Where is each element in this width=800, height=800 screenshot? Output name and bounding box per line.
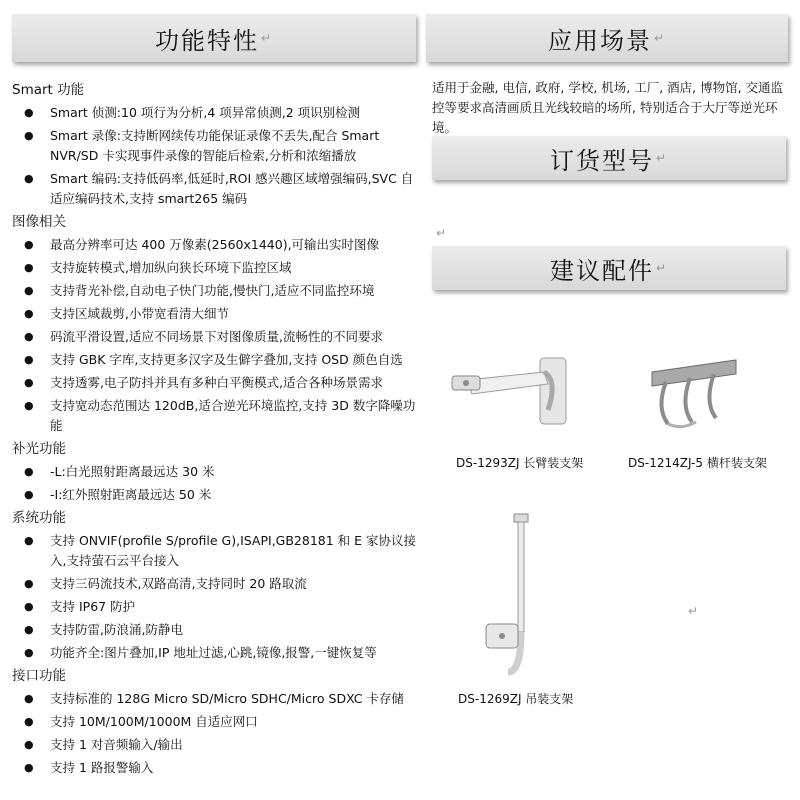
accessory-caption: DS-1293ZJ 长臂装支架 [456, 456, 584, 470]
list-item: ● 支持透雾,电子防抖并具有多种白平衡模式,适合各种场景需求 [12, 373, 422, 393]
section-smart [12, 80, 422, 209]
list-item: ● Smart 编码:支持低码率,低延时,ROI 感兴趣区域增强编码,SVC 自适应编码技术,支持 smart265 编码 [12, 169, 422, 209]
applications-header: 应用场景 ↵ [426, 14, 788, 62]
list-item: ● 支持 GBK 字库,支持更多汉字及生僻字叠加,支持 OSD 颜色自选 [12, 350, 422, 370]
pole-mount-bracket-icon [646, 352, 742, 432]
section-interface [12, 666, 422, 778]
list-item: ● 功能齐全:图片叠加,IP 地址过滤,心跳,镜像,报警,一键恢复等 [12, 643, 422, 663]
pendant-bracket-icon [480, 512, 560, 682]
applications-header-label: 应用场景 [547, 26, 652, 55]
list-item: ● 支持旋转模式,增加纵向狭长环境下监控区域 [12, 258, 422, 278]
list-item: ● 支持标准的 128G Micro SD/Micro SDHC/Micro SDXC 卡存储 [12, 689, 422, 709]
section-system [12, 508, 422, 663]
list-item: ● 支持区域裁剪,小带宽看清大细节 [12, 304, 422, 324]
section-image [12, 212, 422, 436]
list-item: ● Smart 录像:支持断网续传功能保证录像不丢失,配合 Smart NVR/SD 卡实现事件录像的智能后检索,分析和浓缩播放 [12, 126, 422, 166]
list-item: ● 支持 ONVIF(profile S/profile G),ISAPI,GB28181 和 E 家协议接入,支持萤石云平台接入 [12, 531, 422, 571]
section-title: 系统功能 [12, 510, 66, 526]
applications-text: 适用于金融, 电信, 政府, 学校, 机场, 工厂, 酒店, 博物馆, 交通监控等要求高清画质且光线较暗的场所, 特别适合于大厅等逆光环境。 [432, 80, 784, 135]
accessories-header-label: 建议配件 [549, 256, 654, 285]
list-item: ● -I:红外照射距离最远达 50 米 [12, 485, 422, 505]
order-model-header-label: 订货型号 [549, 146, 654, 175]
list-item: ● 支持 IP67 防护 [12, 597, 422, 617]
features-header-label: 功能特性 [154, 26, 259, 55]
list-item: ● Smart 侦测:10 项行为分析,4 项异常侦测,2 项识别检测 [12, 103, 422, 123]
wall-bracket-icon [448, 350, 588, 430]
accessory-caption: DS-1214ZJ-5 横杆装支架 [628, 456, 767, 470]
list-item: ● 支持三码流技术,双路高清,支持同时 20 路取流 [12, 574, 422, 594]
section-title: Smart 功能 [12, 82, 85, 98]
features-header: 功能特性 ↵ [12, 14, 416, 62]
list-item: ● 支持宽动态范围达 120dB,适合逆光环境监控,支持 3D 数字降噪功能 [12, 396, 422, 436]
features-list [12, 78, 422, 781]
list-item: ● 支持 1 对音频输入/输出 [12, 735, 422, 755]
list-item: ● 码流平滑设置,适应不同场景下对图像质量,流畅性的不同要求 [12, 327, 422, 347]
list-item: ● -L:白光照射距离最远达 30 米 [12, 462, 422, 482]
accessories-header: 建议配件 ↵ [432, 246, 786, 290]
list-item: ● 支持防雷,防浪涌,防静电 [12, 620, 422, 640]
list-item: ● 最高分辨率可达 400 万像素(2560x1440),可输出实时图像 [12, 235, 422, 255]
paragraph-mark: ↵ [688, 604, 699, 618]
list-item: ● 支持 10M/100M/1000M 自适应网口 [12, 712, 422, 732]
list-item: ● 支持 1 路报警输入 [12, 758, 422, 778]
section-title: 接口功能 [12, 668, 66, 684]
order-model-header: 订货型号 ↵ [432, 136, 786, 180]
section-title: 补光功能 [12, 441, 66, 457]
paragraph-mark: ↵ [436, 226, 447, 240]
list-item: ● 支持背光补偿,自动电子快门功能,慢快门,适应不同监控环境 [12, 281, 422, 301]
accessory-caption: DS-1269ZJ 吊装支架 [458, 692, 574, 706]
section-title: 图像相关 [12, 214, 66, 230]
section-fill-light [12, 439, 422, 505]
